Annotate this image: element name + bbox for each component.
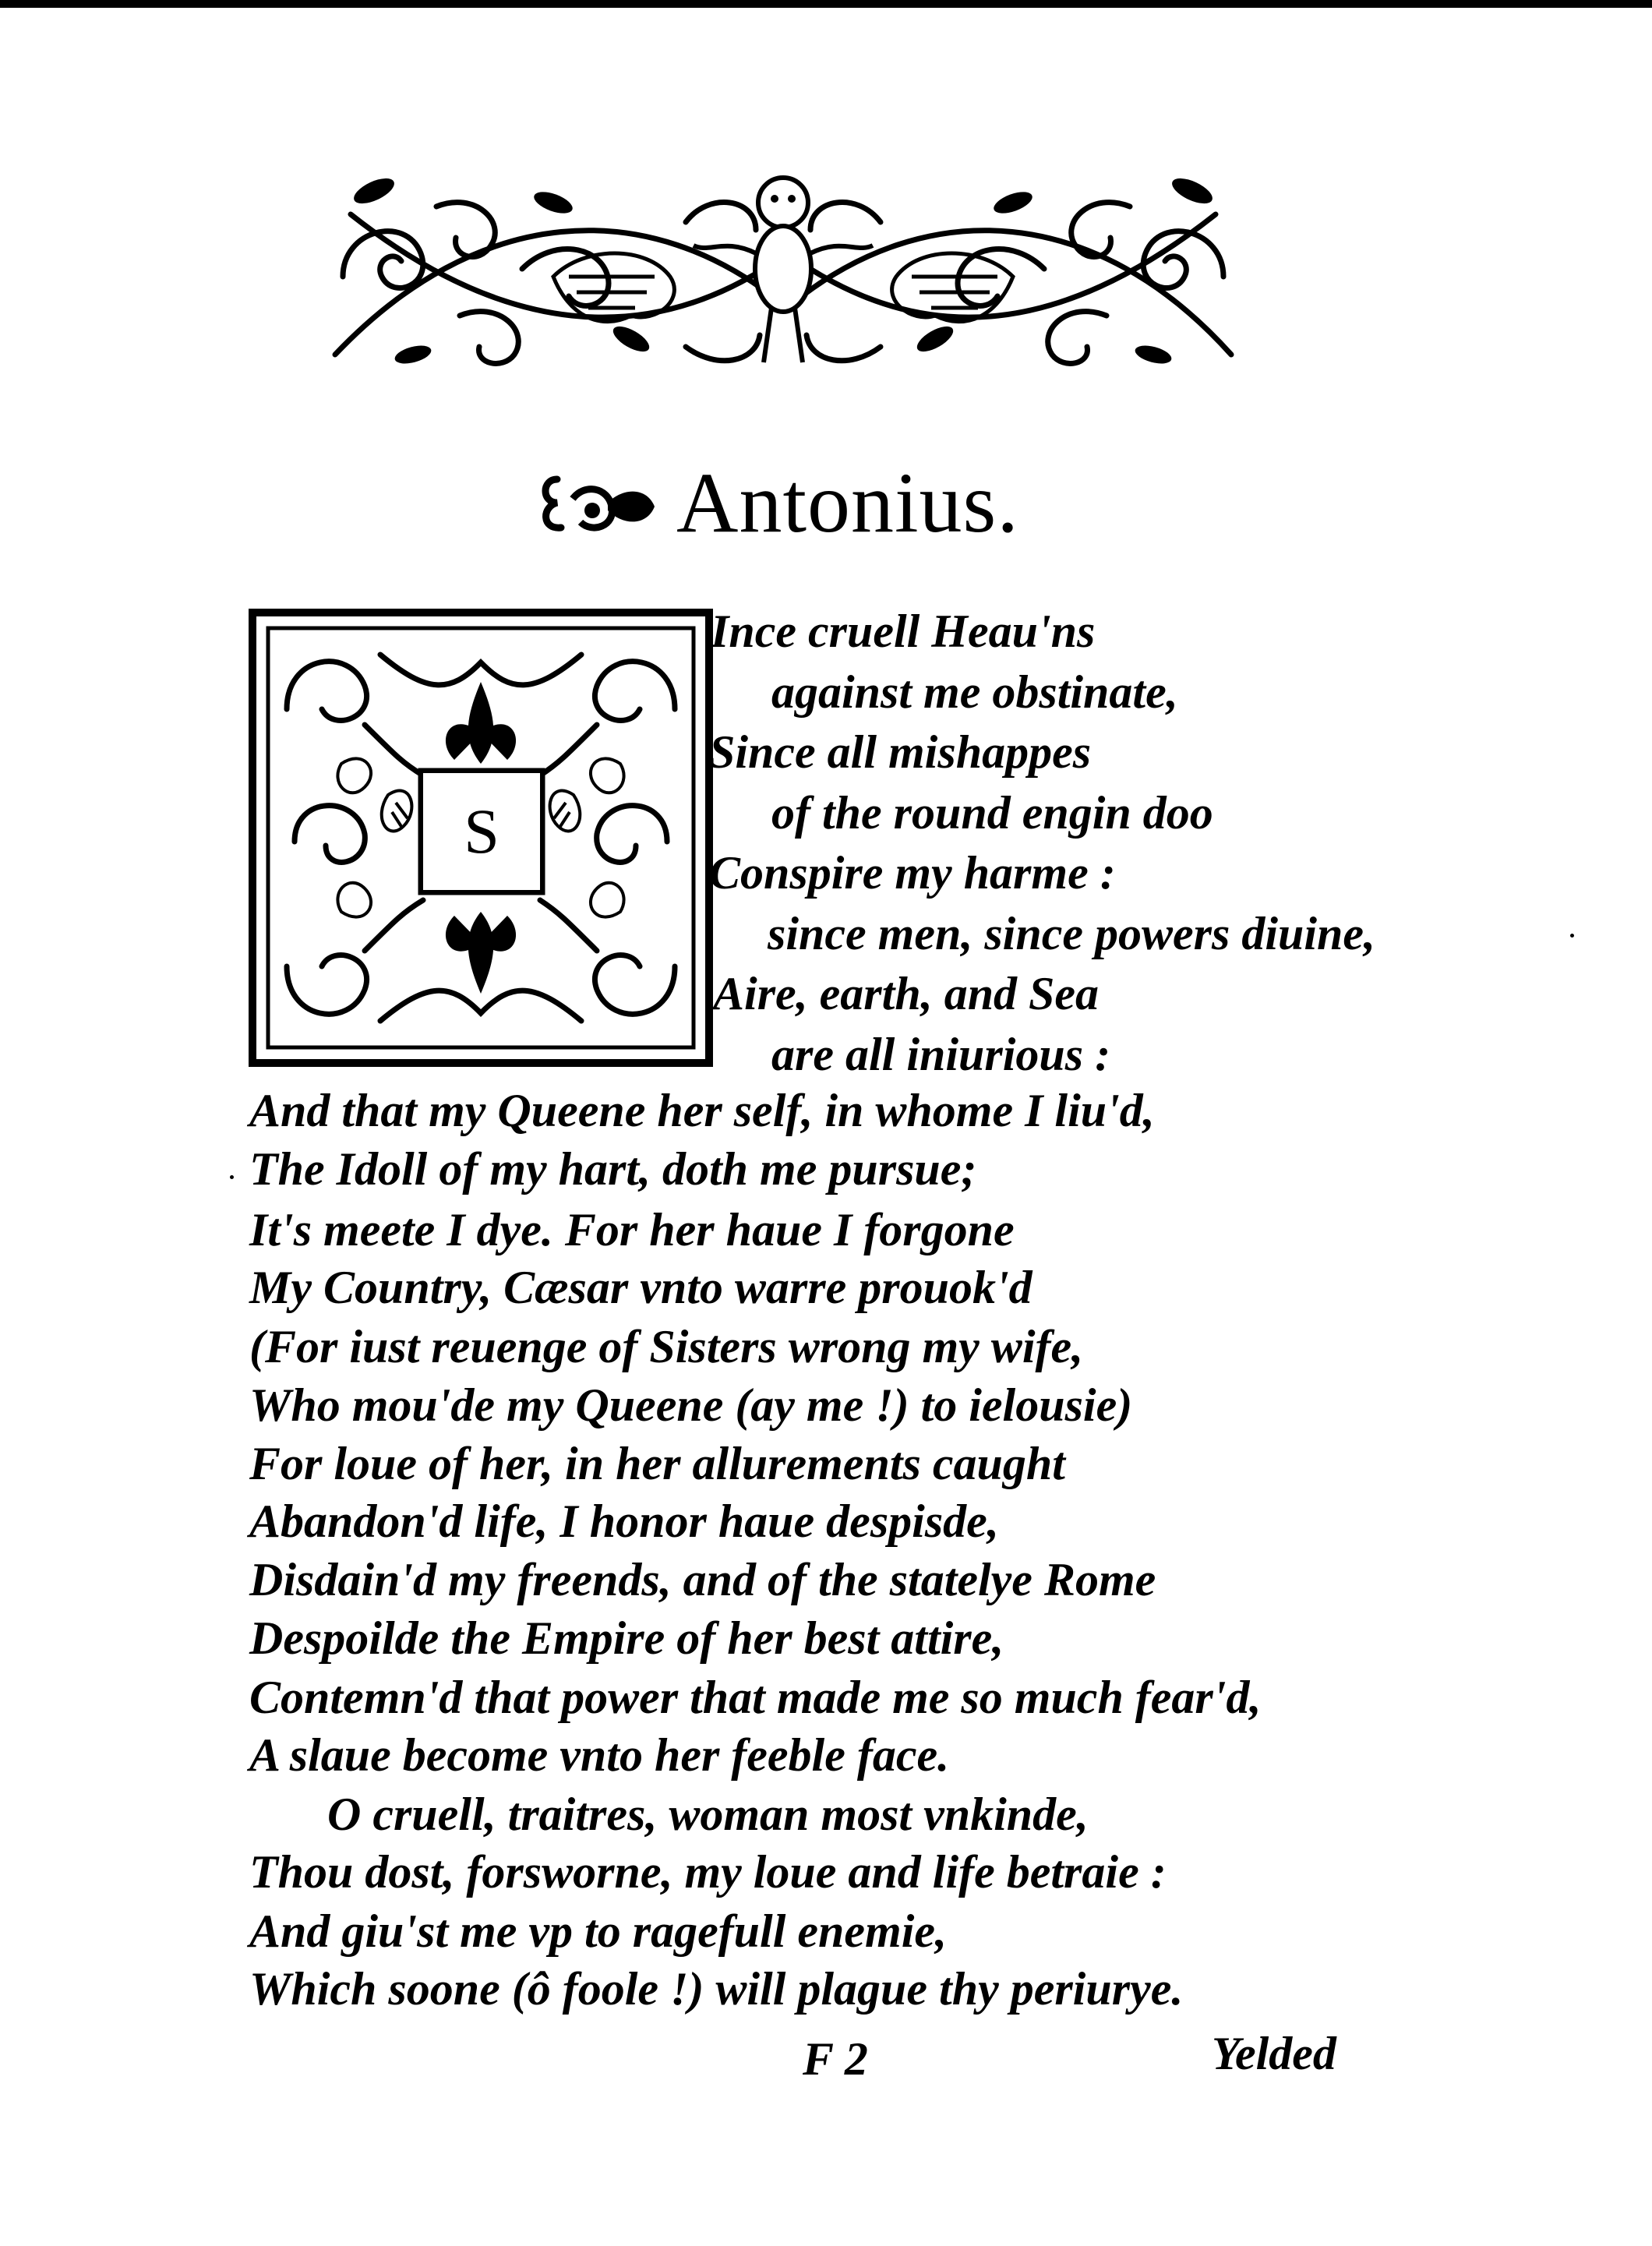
- poem-line: My Country, Cæsar vnto warre prouok'd: [249, 1262, 1032, 1313]
- poem-line: Disdain'd my freends, and of the statelye Rome: [249, 1554, 1156, 1605]
- poem-line: The Idoll of my hart, doth me pursue;: [249, 1143, 977, 1195]
- poem-line: Conspire my harme :: [709, 847, 1116, 899]
- poem-line: O cruell, traitres, woman most vnkinde,: [327, 1789, 1089, 1840]
- poem-line: are all iniurious :: [771, 1029, 1111, 1080]
- drop-cap-letter: S: [423, 773, 540, 890]
- poem-line: Since all mishappes: [709, 726, 1092, 778]
- poem-line: since men, since powers diuine,: [768, 908, 1376, 959]
- page-title-block: [538, 448, 1130, 557]
- top-border-rule: [0, 0, 1652, 8]
- poem-line: Aire, earth, and Sea: [713, 968, 1100, 1019]
- poem-line: And giu'st me vp to ragefull enemie,: [249, 1905, 947, 1957]
- poem-line: Who mou'de my Queene (ay me !) to ielousie): [249, 1379, 1133, 1431]
- poem-line: of the round engin doo: [771, 787, 1213, 839]
- poem-line: A slaue become vnto her feeble face.: [249, 1729, 950, 1781]
- poem-line: Abandon'd life, I honor haue despisde,: [249, 1496, 999, 1547]
- fleuron-icon: [538, 464, 662, 542]
- poem-line: Ince cruell Heau'ns: [711, 606, 1096, 657]
- print-speck: [1570, 934, 1574, 938]
- poem-line: For loue of her, in her allurements caught: [249, 1438, 1065, 1489]
- poem-line: against me obstinate,: [771, 666, 1178, 718]
- poem-line: Despoilde the Empire of her best attire,: [249, 1612, 1004, 1664]
- ornamental-headpiece-icon: [319, 160, 1247, 386]
- poem-line: It's meete I dye. For her haue I forgone: [249, 1204, 1015, 1255]
- print-speck: [230, 1175, 234, 1179]
- poem-line: Which soone (ô foole !) will plague thy periurye.: [249, 1963, 1184, 2015]
- signature-mark: F 2: [803, 2033, 868, 2085]
- page-title: Antonius.: [676, 455, 1019, 550]
- catchword: Yelded: [1212, 2028, 1336, 2079]
- poem-line: Thou dost, forsworne, my loue and life betraie :: [249, 1846, 1167, 1898]
- drop-cap: [248, 608, 714, 1068]
- poem-line: And that my Queene her self, in whome I liu'd,: [249, 1085, 1155, 1136]
- poem-line: Contemn'd that power that made me so much fear'd,: [249, 1672, 1262, 1723]
- poem-line: (For iust reuenge of Sisters wrong my wife,: [249, 1321, 1084, 1372]
